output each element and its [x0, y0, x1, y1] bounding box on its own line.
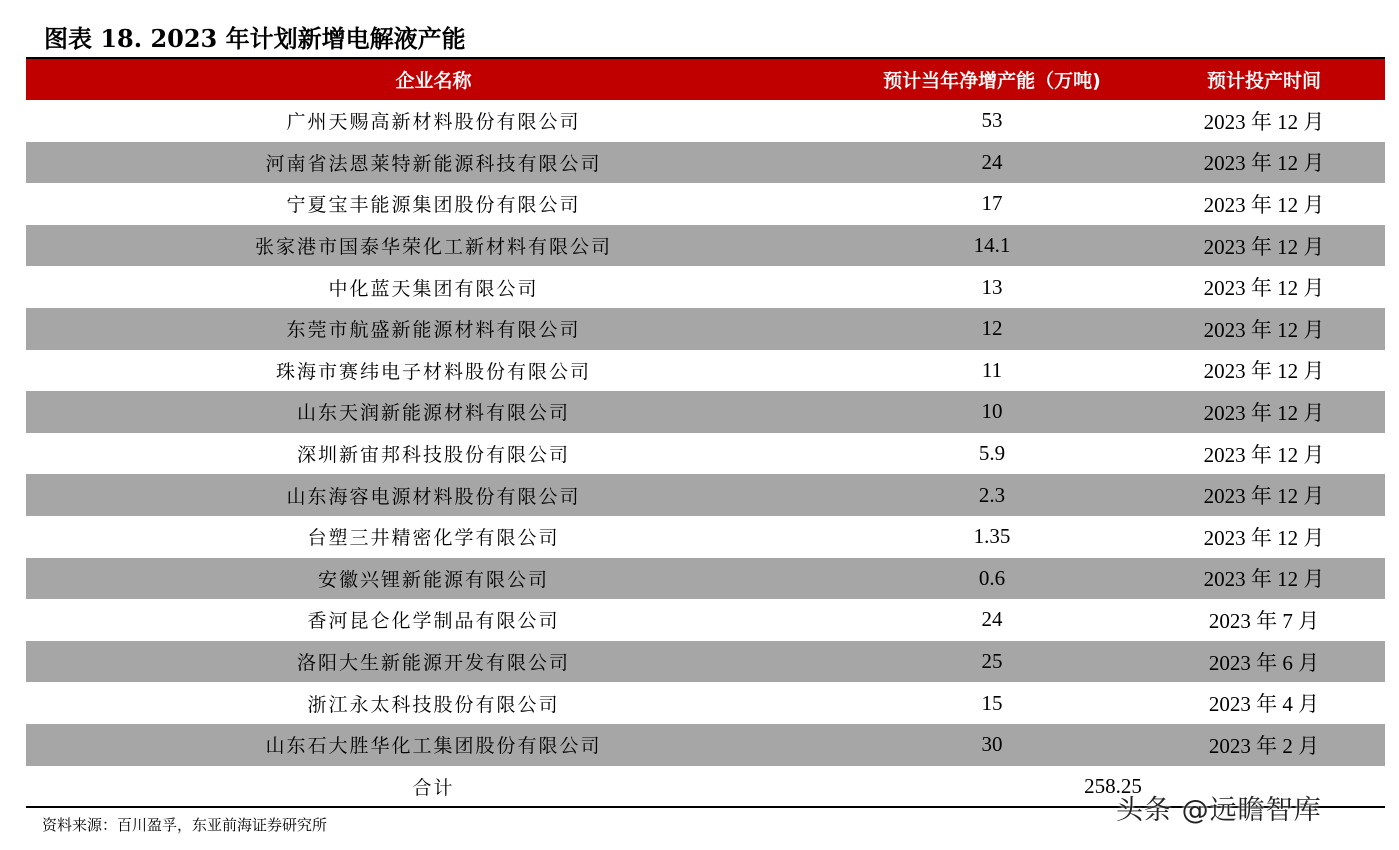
capacity-cell: 13: [841, 266, 1143, 308]
capacity-cell: 53: [841, 100, 1143, 142]
date-cell: 2023 年 12 月: [1143, 516, 1385, 558]
table-row: [26, 599, 1385, 641]
table-row: [26, 391, 1385, 433]
table-row: [26, 100, 1385, 142]
total-label: 合计: [26, 766, 841, 808]
capacity-cell: 11: [841, 350, 1143, 392]
header-date: 预计投产时间: [1143, 59, 1385, 100]
table-row: [26, 682, 1385, 724]
company-cell: 深圳新宙邦科技股份有限公司: [26, 433, 841, 475]
table-row: [26, 641, 1385, 683]
source-note: 资料来源：百川盈孚，东亚前海证券研究所: [42, 816, 328, 834]
capacity-cell: 15: [841, 682, 1143, 724]
capacity-cell: 24: [841, 599, 1143, 641]
capacity-cell: 2.3: [841, 474, 1143, 516]
capacity-cell: 17: [841, 183, 1143, 225]
date-cell: 2023 年 12 月: [1143, 433, 1385, 475]
table-row: [26, 308, 1385, 350]
date-cell: 2023 年 12 月: [1143, 183, 1385, 225]
table-title: 图表 18. 2023 年计划新增电解液产能: [44, 24, 466, 53]
company-cell: 浙江永太科技股份有限公司: [26, 682, 841, 724]
table-row: [26, 433, 1385, 475]
date-cell: 2023 年 12 月: [1143, 225, 1385, 267]
capacity-cell: 24: [841, 142, 1143, 184]
header-company: 企业名称: [26, 59, 841, 100]
date-cell: 2023 年 7 月: [1143, 599, 1385, 641]
date-cell: 2023 年 12 月: [1143, 391, 1385, 433]
date-cell: 2023 年 12 月: [1143, 558, 1385, 600]
table-row: [26, 183, 1385, 225]
table-row: [26, 266, 1385, 308]
company-cell: 山东海容电源材料股份有限公司: [26, 474, 841, 516]
company-cell: 珠海市赛纬电子材料股份有限公司: [26, 350, 841, 392]
table-row: [26, 474, 1385, 516]
capacity-cell: 14.1: [841, 225, 1143, 267]
date-cell: 2023 年 12 月: [1143, 350, 1385, 392]
capacity-cell: 1.35: [841, 516, 1143, 558]
date-cell: 2023 年 2 月: [1143, 724, 1385, 766]
date-cell: 2023 年 12 月: [1143, 100, 1385, 142]
company-cell: 山东石大胜华化工集团股份有限公司: [26, 724, 841, 766]
table-row: [26, 724, 1385, 766]
company-cell: 宁夏宝丰能源集团股份有限公司: [26, 183, 841, 225]
date-cell: 2023 年 12 月: [1143, 142, 1385, 184]
capacity-table: [26, 59, 1385, 807]
table-row: [26, 516, 1385, 558]
table-row: [26, 225, 1385, 267]
date-cell: 2023 年 12 月: [1143, 474, 1385, 516]
date-cell: 2023 年 6 月: [1143, 641, 1385, 683]
capacity-cell: 0.6: [841, 558, 1143, 600]
table-row: [26, 558, 1385, 600]
capacity-cell: 5.9: [841, 433, 1143, 475]
company-cell: 东莞市航盛新能源材料有限公司: [26, 308, 841, 350]
watermark: 头条 @远瞻智库: [1116, 795, 1322, 826]
total-value: 258.25: [841, 766, 1385, 808]
company-cell: 香河昆仑化学制品有限公司: [26, 599, 841, 641]
company-cell: 台塑三井精密化学有限公司: [26, 516, 841, 558]
date-cell: 2023 年 4 月: [1143, 682, 1385, 724]
capacity-cell: 25: [841, 641, 1143, 683]
company-cell: 广州天赐高新材料股份有限公司: [26, 100, 841, 142]
company-cell: 中化蓝天集团有限公司: [26, 266, 841, 308]
header-capacity: 预计当年净增产能（万吨): [841, 59, 1143, 100]
company-cell: 洛阳大生新能源开发有限公司: [26, 641, 841, 683]
header-row: [26, 59, 1385, 100]
company-cell: 河南省法恩莱特新能源科技有限公司: [26, 142, 841, 184]
capacity-cell: 10: [841, 391, 1143, 433]
capacity-cell: 30: [841, 724, 1143, 766]
company-cell: 山东天润新能源材料有限公司: [26, 391, 841, 433]
capacity-cell: 12: [841, 308, 1143, 350]
date-cell: 2023 年 12 月: [1143, 266, 1385, 308]
company-cell: 安徽兴锂新能源有限公司: [26, 558, 841, 600]
table-row: [26, 142, 1385, 184]
table-row: [26, 350, 1385, 392]
company-cell: 张家港市国泰华荣化工新材料有限公司: [26, 225, 841, 267]
date-cell: 2023 年 12 月: [1143, 308, 1385, 350]
